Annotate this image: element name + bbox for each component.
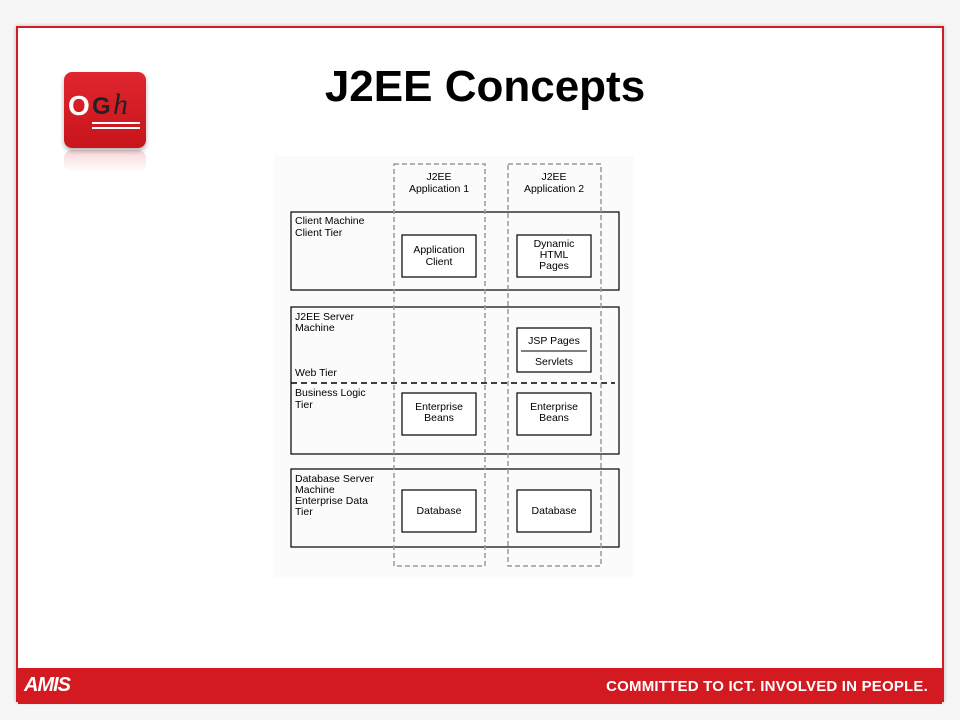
svg-text:Pages: Pages [539, 260, 569, 272]
svg-text:JSP Pages: JSP Pages [528, 335, 580, 347]
j2ee-diagram [274, 156, 634, 578]
svg-text:HTML: HTML [539, 249, 569, 261]
logo-underline [92, 122, 140, 124]
svg-text:Dynamic: Dynamic [533, 238, 575, 250]
application-1-label: Application 1 [408, 183, 470, 195]
logo-letter-g: G [92, 93, 111, 120]
svg-text:Database: Database [531, 505, 577, 517]
svg-text:Application: Application [413, 244, 465, 256]
enterprise-beans-2-box [517, 393, 591, 435]
database-2-box [517, 490, 591, 532]
slide-title: J2EE Concepts [324, 62, 646, 111]
svg-text:Enterprise: Enterprise [530, 401, 578, 413]
logo-underline [92, 127, 140, 129]
business-tier-label: Tier [295, 399, 313, 411]
server-tier-label: Machine [295, 322, 335, 334]
server-tier-label: J2EE Server [295, 311, 354, 323]
business-tier-label: Business Logic [295, 387, 366, 399]
database-tier-label: Database Server [295, 473, 374, 485]
client-tier-label: Client Tier [295, 227, 343, 239]
application-2-label: Application 2 [523, 183, 585, 195]
footer-bar [18, 668, 942, 704]
svg-text:Beans: Beans [424, 412, 454, 424]
diagram-svg [274, 156, 634, 578]
database-tier-label: Tier [295, 506, 313, 518]
logo-reflection [64, 150, 146, 172]
svg-text:Client: Client [425, 256, 453, 268]
jsp-servlets-box [517, 328, 591, 372]
amis-logo: AMIS [24, 674, 70, 696]
client-tier-label: Client Machine [295, 215, 365, 227]
svg-text:Beans: Beans [539, 412, 569, 424]
enterprise-beans-1-box [402, 393, 476, 435]
application-client-box [402, 235, 476, 277]
application-1-label: J2EE [426, 171, 452, 183]
database-tier-label: Enterprise Data [295, 495, 368, 507]
application-2-label: J2EE [541, 171, 567, 183]
dynamic-html-pages-box [517, 235, 591, 277]
database-tier-label: Machine [295, 484, 335, 496]
svg-text:Enterprise: Enterprise [415, 401, 463, 413]
database-1-box [402, 490, 476, 532]
svg-text:Database: Database [416, 505, 462, 517]
web-tier-label: Web Tier [295, 367, 337, 379]
svg-text:Servlets: Servlets [535, 356, 573, 368]
logo-letter-h: h [113, 88, 128, 121]
logo-letter-o: O [68, 90, 90, 121]
footer-slogan: COMMITTED TO ICT. INVOLVED IN PEOPLE. [606, 678, 928, 695]
